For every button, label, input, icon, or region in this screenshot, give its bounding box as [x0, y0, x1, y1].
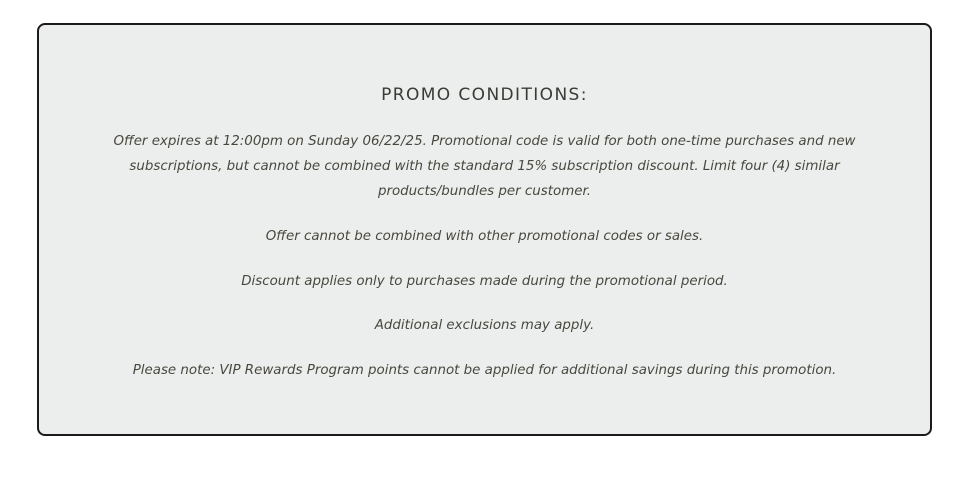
promo-conditions-title: PROMO CONDITIONS: [381, 85, 588, 105]
offer-expiry-terms-line-3: products/bundles per customer. [377, 184, 592, 199]
offer-expiry-terms-line-1: Offer expires at 12:00pm on Sunday 06/22/25. Promotional code is valid for both one-time purchases and new [113, 134, 856, 149]
vip-rewards-note: Please note: VIP Rewards Program points cannot be applied for additional savings during this promotion. [132, 363, 837, 378]
offer-expiry-terms-line-2: subscriptions, but cannot be combined with the standard 15% subscription discount. Limit four (4) similar [129, 159, 840, 174]
offer-expiry-terms [113, 129, 855, 204]
exclusions-terms: Additional exclusions may apply. [374, 318, 595, 333]
promo-conditions-panel [37, 23, 932, 436]
no-combination-terms: Offer cannot be combined with other promotional codes or sales. [265, 229, 704, 244]
promo-period-terms: Discount applies only to purchases made during the promotional period. [241, 274, 728, 289]
